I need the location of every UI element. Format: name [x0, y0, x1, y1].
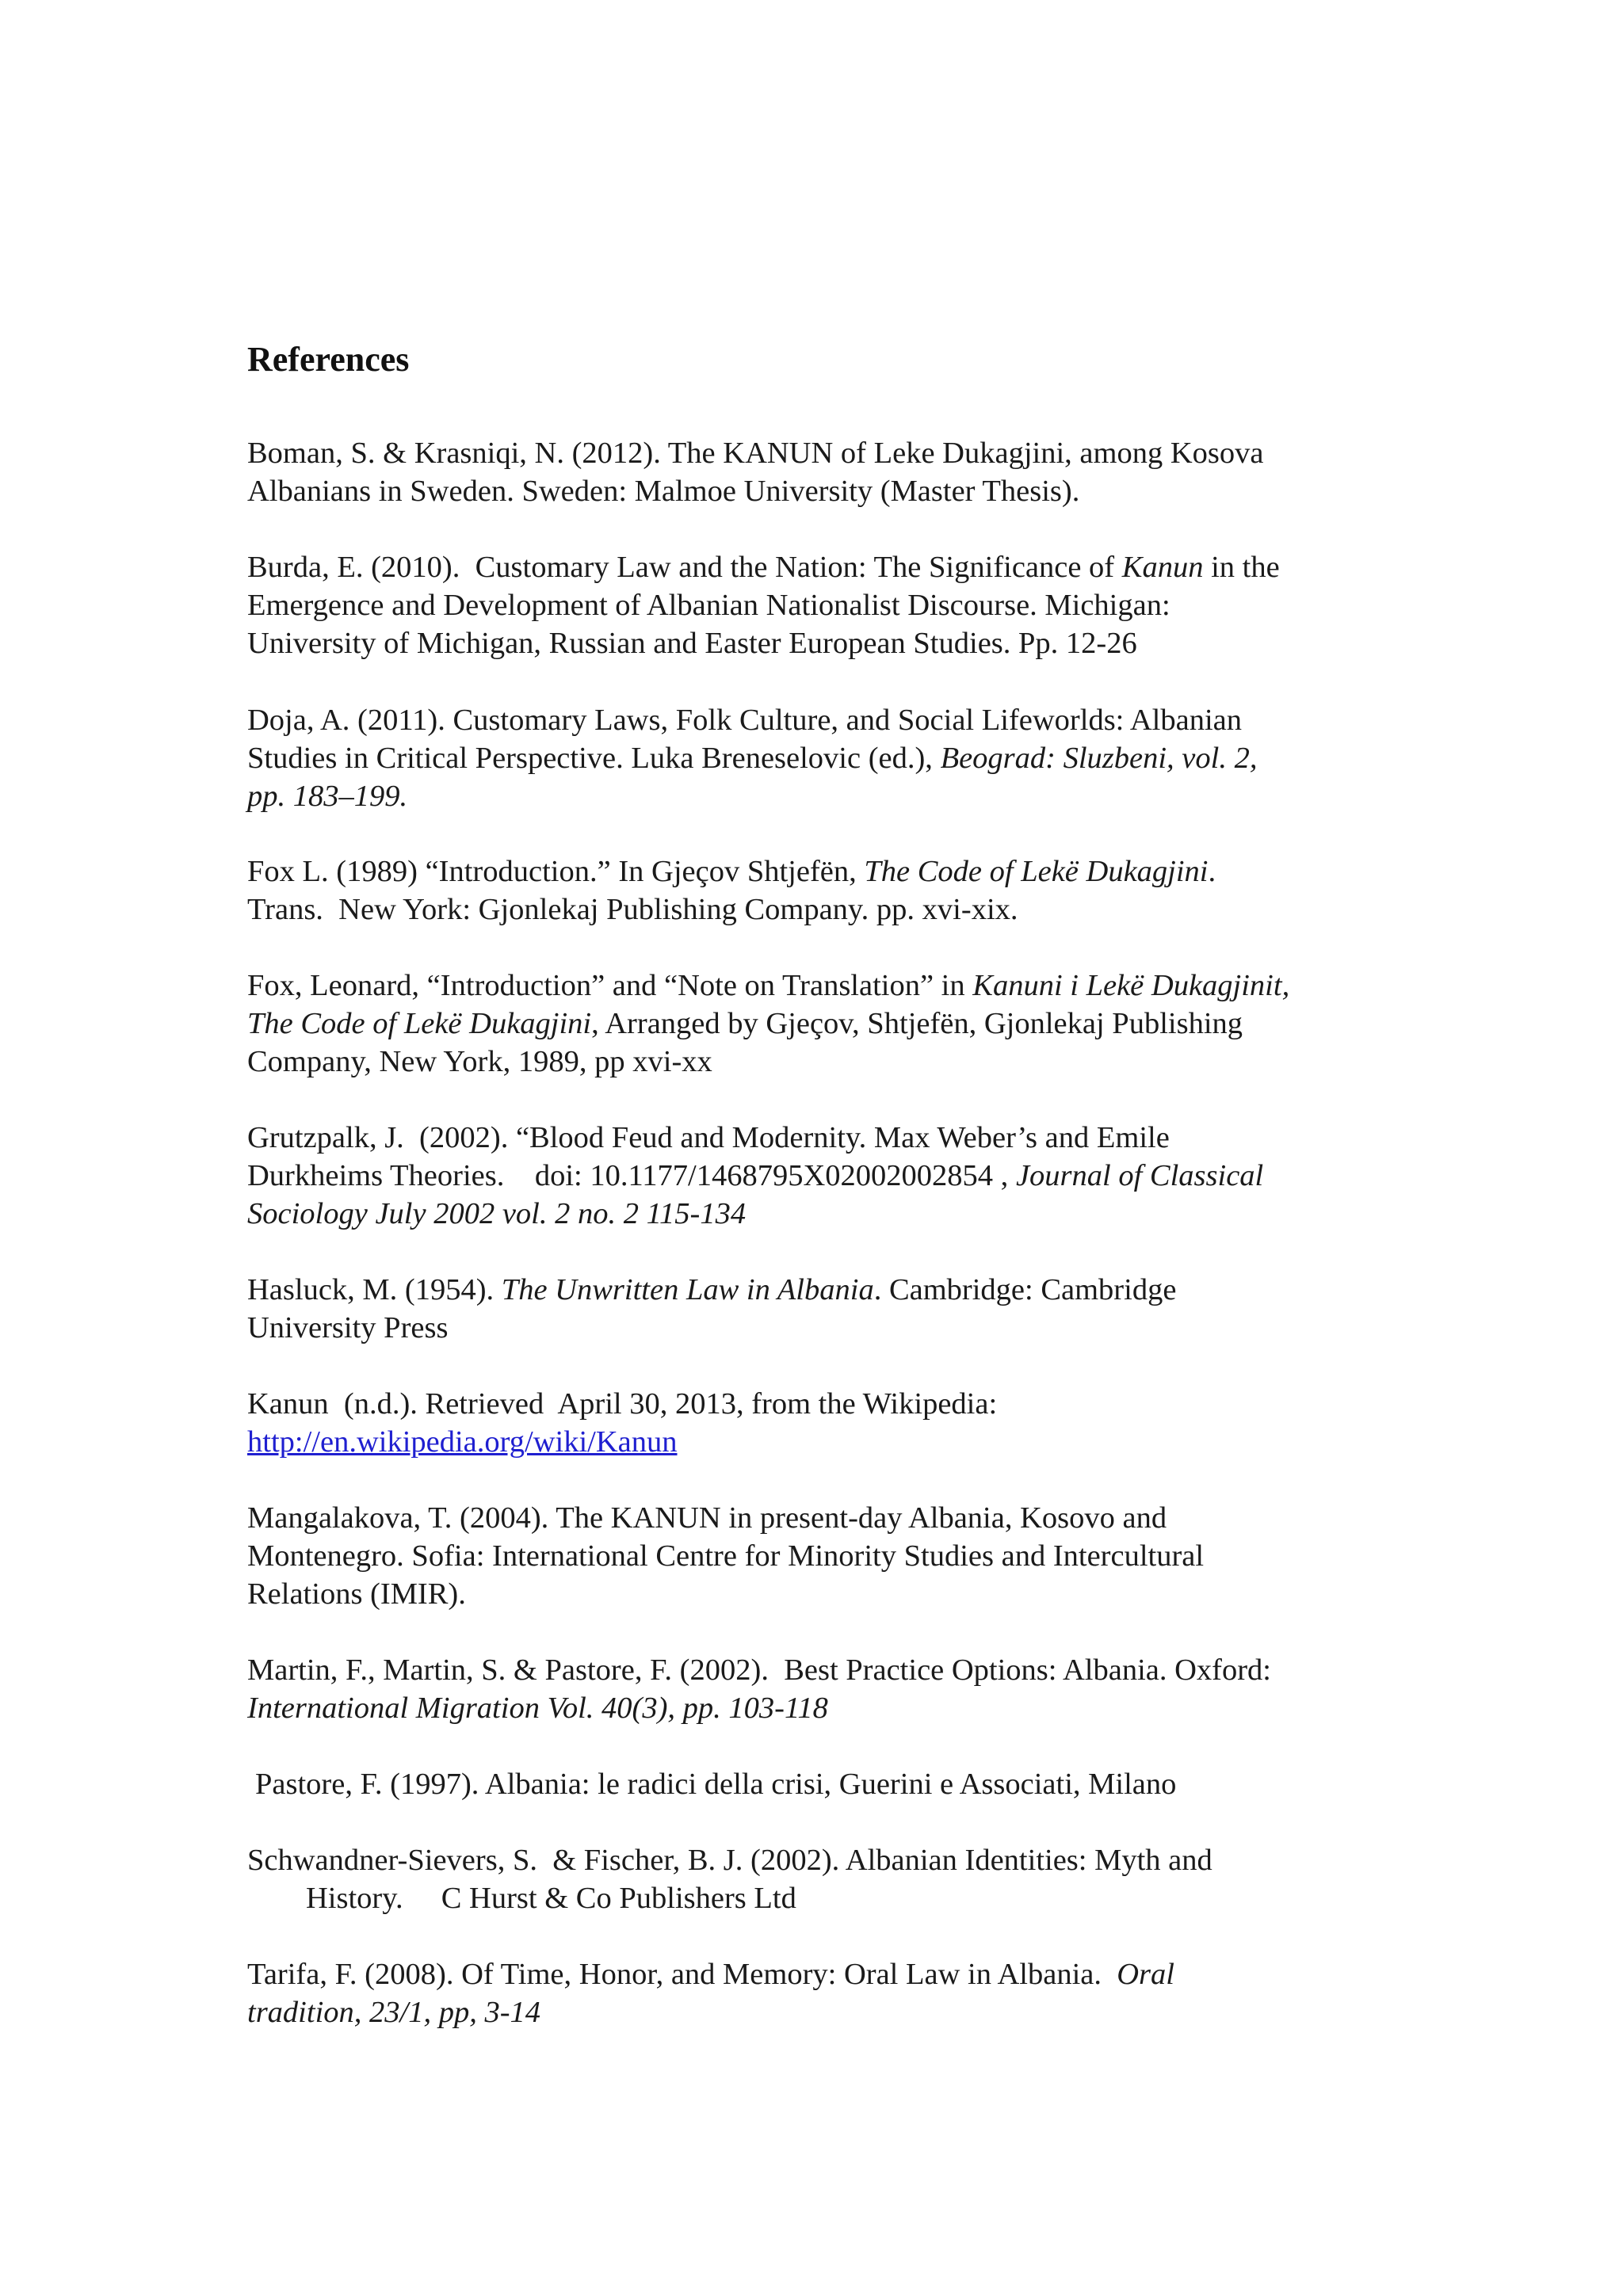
reference-line — [247, 624, 1404, 662]
reference-text: Emergence and Development of Albanian Nationalist Discourse. Michigan: — [247, 589, 1170, 622]
reference-entry — [247, 434, 1404, 510]
reference-entry — [247, 967, 1404, 1081]
reference-line — [247, 1157, 1404, 1195]
reference-text: University of Michigan, Russian and Easter European Studies. Pp. 12-26 — [247, 627, 1137, 660]
reference-entry — [247, 1841, 1404, 1917]
reference-line — [247, 1195, 1404, 1233]
reference-text: Albanians in Sweden. Sweden: Malmoe University (Master Thesis). — [247, 475, 1080, 508]
reference-italic-text: tradition, 23/1, pp, 3-14 — [247, 1996, 541, 2029]
reference-text: Fox, Leonard, “Introduction” and “Note on Translation” in — [247, 969, 973, 1002]
reference-text: Durkheims Theories. doi: 10.1177/1468795X02002002854 , — [247, 1159, 1016, 1192]
reference-text: , Arranged by Gjeçov, Shtjefën, Gjonlekaj Publishing — [591, 1007, 1243, 1040]
reference-entry — [247, 1955, 1404, 2031]
reference-entry — [255, 1765, 1412, 1803]
reference-entry — [247, 1499, 1404, 1613]
reference-italic-text: Sociology July 2002 vol. 2 no. 2 115-134 — [247, 1197, 747, 1230]
reference-line — [247, 1879, 1404, 1917]
reference-text: Fox L. (1989) “Introduction.” In Gjeçov Shtjefën, — [247, 855, 865, 888]
reference-text: Kanun (n.d.). Retrieved April 30, 2013, from the Wikipedia: — [247, 1387, 998, 1421]
reference-text: University Press — [247, 1311, 449, 1344]
reference-line — [247, 1651, 1404, 1689]
reference-italic-text: pp. 183–199. — [247, 780, 408, 813]
reference-text: Studies in Critical Perspective. Luka Breneselovic (ed.), — [247, 742, 941, 775]
reference-line — [247, 1043, 1404, 1081]
reference-italic-text: Kanun — [1121, 551, 1204, 584]
reference-line — [247, 1309, 1404, 1347]
reference-text: Hasluck, M. (1954). — [247, 1273, 502, 1306]
reference-line — [247, 967, 1404, 1005]
reference-text: . Cambridge: Cambridge — [873, 1273, 1177, 1306]
reference-line — [247, 739, 1404, 777]
reference-line — [247, 852, 1404, 891]
reference-italic-text: Beograd: Sluzbeni, vol. 2, — [940, 742, 1258, 775]
reference-text: Company, New York, 1989, pp xvi-xx — [247, 1045, 712, 1078]
reference-line — [247, 548, 1404, 586]
reference-entry — [247, 548, 1404, 662]
reference-text: Burda, E. (2010). Customary Law and the Nation: The Significance of — [247, 551, 1122, 584]
reference-line — [247, 1119, 1404, 1157]
reference-text: Relations (IMIR). — [247, 1577, 466, 1611]
reference-line — [247, 586, 1404, 624]
reference-text: Montenegro. Sofia: International Centre for Minority Studies and Intercultural — [247, 1539, 1205, 1573]
reference-line — [247, 1423, 1404, 1461]
reference-line — [247, 1689, 1404, 1727]
reference-line — [247, 434, 1404, 472]
reference-line — [247, 891, 1404, 929]
reference-text: History. C Hurst & Co Publishers Ltd — [306, 1882, 796, 1915]
reference-italic-text: The Code of Lekë Dukagjini — [864, 855, 1209, 888]
reference-text: Mangalakova, T. (2004). The KANUN in present-day Albania, Kosovo and — [247, 1501, 1167, 1535]
reference-line — [247, 1499, 1404, 1537]
reference-line — [247, 1993, 1404, 2031]
reference-italic-text: The Code of Lekë Dukagjini — [247, 1007, 592, 1040]
reference-entry — [247, 1119, 1404, 1233]
reference-text: Trans. New York: Gjonlekaj Publishing Company. pp. xvi-xix. — [247, 893, 1018, 926]
reference-line — [247, 1537, 1404, 1575]
reference-entry — [247, 1385, 1404, 1461]
reference-entry — [247, 1271, 1404, 1347]
reference-line — [255, 1765, 1412, 1803]
reference-line — [247, 1385, 1404, 1423]
reference-text: . — [1208, 855, 1216, 888]
reference-line — [247, 1005, 1404, 1043]
reference-italic-text: Oral — [1117, 1958, 1174, 1991]
reference-entry — [247, 701, 1404, 815]
reference-italic-text: The Unwritten Law in Albania — [501, 1273, 874, 1306]
reference-link[interactable]: http://en.wikipedia.org/wiki/Kanun — [247, 1425, 678, 1459]
reference-line — [247, 472, 1404, 510]
reference-line — [247, 701, 1404, 739]
references-heading: References — [247, 340, 410, 379]
reference-text: Doja, A. (2011). Customary Laws, Folk Culture, and Social Lifeworlds: Albanian — [247, 704, 1242, 737]
reference-text: in the — [1203, 551, 1280, 584]
reference-line — [247, 1955, 1404, 1993]
reference-entry — [247, 852, 1404, 929]
reference-text: Boman, S. & Krasniqi, N. (2012). The KANUN of Leke Dukagjini, among Kosova — [247, 437, 1264, 470]
reference-line — [247, 777, 1404, 815]
reference-line — [247, 1271, 1404, 1309]
reference-text: Pastore, F. (1997). Albania: le radici della crisi, Guerini e Associati, Milano — [255, 1768, 1177, 1801]
reference-italic-text: Journal of Classical — [1015, 1159, 1264, 1192]
reference-line — [247, 1841, 1404, 1879]
reference-entry — [247, 1651, 1404, 1727]
reference-italic-text: International Migration Vol. 40(3), pp. 103-118 — [247, 1691, 828, 1725]
reference-line — [247, 1575, 1404, 1613]
reference-text: Grutzpalk, J. (2002). “Blood Feud and Modernity. Max Weber’s and Emile — [247, 1121, 1170, 1154]
reference-text: Schwandner-Sievers, S. & Fischer, B. J. (2002). Albanian Identities: Myth and — [247, 1844, 1212, 1877]
reference-text: Martin, F., Martin, S. & Pastore, F. (2002). Best Practice Options: Albania. Oxford: — [247, 1653, 1272, 1687]
reference-italic-text: Kanuni i Lekë Dukagjinit, — [972, 969, 1290, 1002]
reference-text: Tarifa, F. (2008). Of Time, Honor, and Memory: Oral Law in Albania. — [247, 1958, 1117, 1991]
